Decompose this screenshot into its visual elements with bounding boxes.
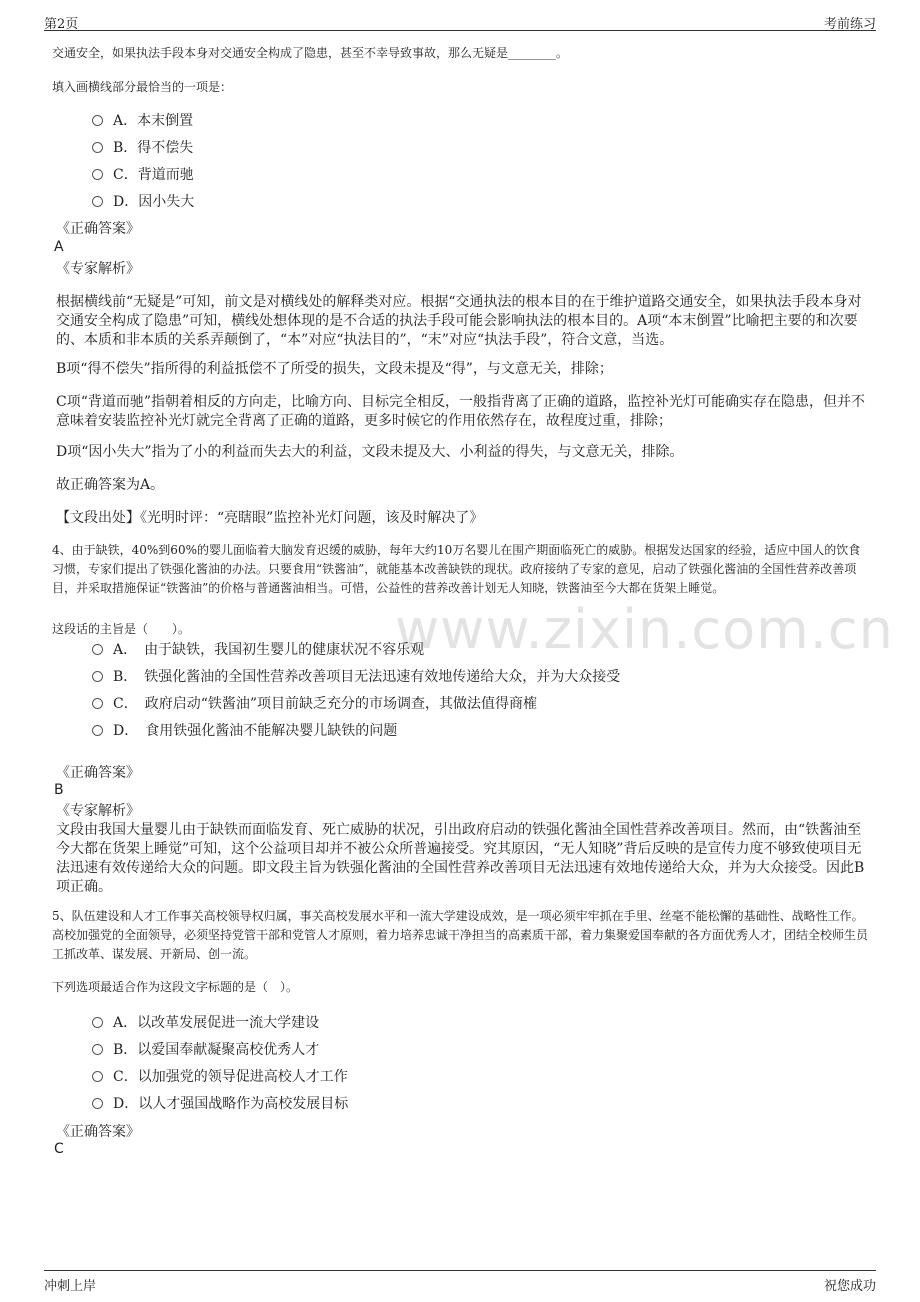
q4-option-a[interactable] [92,640,424,660]
radio-icon[interactable] [92,644,103,655]
q4-analysis: 文段由我国大量婴儿由于缺铁而面临发育、死亡威胁的状况，引出政府启动的铁强化酱油全国性营养改善项目。然而，由“铁酱油至今大都在货架上睡觉”可知，这个公益项目却并不被公众所普遍接受。究其原因，“无人知晓”背后反映的是宣传力度不够致使项目无法迅速有效传递给大众的问题。即文段主旨为铁强化酱油的全国性营养改善项目无法迅速有效地传递给大众，并为大众接受。因此B项正确。 [56,822,865,895]
q4-analysis-label: 《专家解析》 [56,803,140,819]
option-label: A．以改革发展促进一流大学建设 [113,1015,320,1031]
option-label: C．以加强党的领导促进高校人才工作 [113,1069,348,1085]
radio-icon[interactable] [92,698,103,709]
q3-analysis-paragraph: B项“得不偿失”指所得的利益抵偿不了所受的损失，文段未提及“得”，与文意无关，排除； [56,361,613,377]
q3-prompt: 填入画横线部分最恰当的一项是： [52,80,233,94]
q3-analysis-label: 《专家解析》 [56,261,140,277]
q3-answer: A [54,239,64,255]
radio-icon[interactable] [92,169,103,180]
radio-icon[interactable] [92,115,103,126]
q3-analysis-paragraph: 根据横线前“无疑是”可知，前文是对横线处的解释类对应。根据“交通执法的根本目的在于维护道路交通安全，如果执法手段本身对交通安全构成了隐患”可知，横线处想体现的是不合适的执法手段可能会影响执法的根本目的。A项“本末倒置”比喻把主要的和次要的、本质和非本质的关系弄颠倒了，“本”对应“执法目的”，“末”对应“执法手段”，符合文意，当选。 [56,294,862,348]
q3-analysis-paragraph: C项“背道而驰”指朝着相反的方向走，比喻方向、目标完全相反，一般指背离了正确的道路，监控补光灯可能确实存在隐患，但并不意味着安装监控补光灯就完全背离了正确的道路，更多时候它的作用依然存在，故程度过重，排除； [56,394,866,429]
q4-prompt: 这段话的主旨是（ ）。 [52,622,191,636]
radio-icon[interactable] [92,1017,103,1028]
option-label: D．以人才强国战略作为高校发展目标 [113,1096,349,1112]
q5-option-b[interactable] [92,1040,319,1060]
q4-option-b[interactable] [92,667,620,687]
radio-icon[interactable] [92,142,103,153]
q4-option-d[interactable] [92,721,397,741]
option-label: C．背道而驰 [113,167,194,183]
header-title: 考前练习 [823,17,876,32]
radio-icon[interactable] [92,1098,103,1109]
option-label: B． 铁强化酱油的全国性营养改善项目无法迅速有效地传递给大众，并为大众接受 [113,669,621,685]
option-label: B．得不偿失 [113,140,194,156]
q5-answer: C [54,1141,64,1157]
page-number: 第2页 [44,17,79,32]
q3-option-c[interactable] [92,165,194,185]
q4-stem: 4、由于缺铁，40%到60%的婴儿面临着大脑发育迟缓的威胁，每年大约10万名婴儿在围产期面临死亡的威胁。根据发达国家的经验，适应中国人的饮食习惯，专家们提出了铁强化酱油的办法。只要食用“铁酱油”，就能基本改善缺铁的现状。政府接纳了专家的意见，启动了铁强化酱油的全国性营养改善项目，并采取措施保证“铁酱油”的价格与普通酱油相当。可惜，公益性的营养改善计划无人知晓，铁酱油至今大都在货架上睡觉。 [52,543,861,595]
option-label: C． 政府启动“铁酱油”项目前缺乏充分的市场调查，其做法值得商榷 [113,696,538,712]
option-label: B．以爱国奉献凝聚高校优秀人才 [113,1042,320,1058]
radio-icon[interactable] [92,725,103,736]
q3-option-a[interactable] [92,111,193,131]
q5-option-a[interactable] [92,1013,319,1033]
option-label: D．因小失大 [113,194,195,210]
q5-prompt: 下列选项最适合作为这段文字标题的是（ ）。 [52,980,299,994]
option-label: A．本末倒置 [113,113,194,129]
q3-conclusion: 故正确答案为A。 [56,477,165,493]
q3-option-b[interactable] [92,138,193,158]
q5-answer-label: 《正确答案》 [56,1124,140,1140]
q4-answer-label: 《正确答案》 [56,765,140,781]
page-header [44,10,876,31]
watermark-text: www.zixin.com.cn [395,598,894,661]
q5-option-d[interactable] [92,1094,348,1114]
q3-answer-label: 《正确答案》 [56,221,140,237]
q3-analysis-paragraph: D项“因小失大”指为了小的利益而失去大的利益，文段未提及大、小利益的得失，与文意无关，排除。 [56,444,684,460]
radio-icon[interactable] [92,1071,103,1082]
q3-option-d[interactable] [92,192,194,212]
q4-option-c[interactable] [92,694,537,714]
footer-right-text: 祝您成功 [823,1279,876,1294]
q5-option-c[interactable] [92,1067,348,1087]
q5-stem: 5、队伍建设和人才工作事关高校领导权归属，事关高校发展水平和一流大学建设成效，是一项必须牢牢抓在手里、丝毫不能松懈的基础性、战略性工作。高校加强党的全面领导，必须坚持党管干部和党管人才原则，着力培养忠诚干净担当的高素质干部，着力集聚爱国奉献的各方面优秀人才，团结全校师生员工抓改革、谋发展、开新局、创一流。 [52,909,869,961]
q4-answer: B [54,782,64,798]
radio-icon[interactable] [92,1044,103,1055]
q3-source: 【文段出处】《光明时评：“亮瞎眼”监控补光灯问题，该及时解决了》 [56,510,484,526]
option-label: D． 食用铁强化酱油不能解决婴儿缺铁的问题 [113,723,398,739]
q3-stem: 交通安全，如果执法手段本身对交通安全构成了隐患，甚至不幸导致事故，那么无疑是________。 [52,46,569,60]
radio-icon[interactable] [92,196,103,207]
option-label: A． 由于缺铁，我国初生婴儿的健康状况不容乐观 [113,642,425,658]
footer-left-text: 冲刺上岸 [44,1279,97,1294]
page-footer [44,1270,876,1297]
radio-icon[interactable] [92,671,103,682]
